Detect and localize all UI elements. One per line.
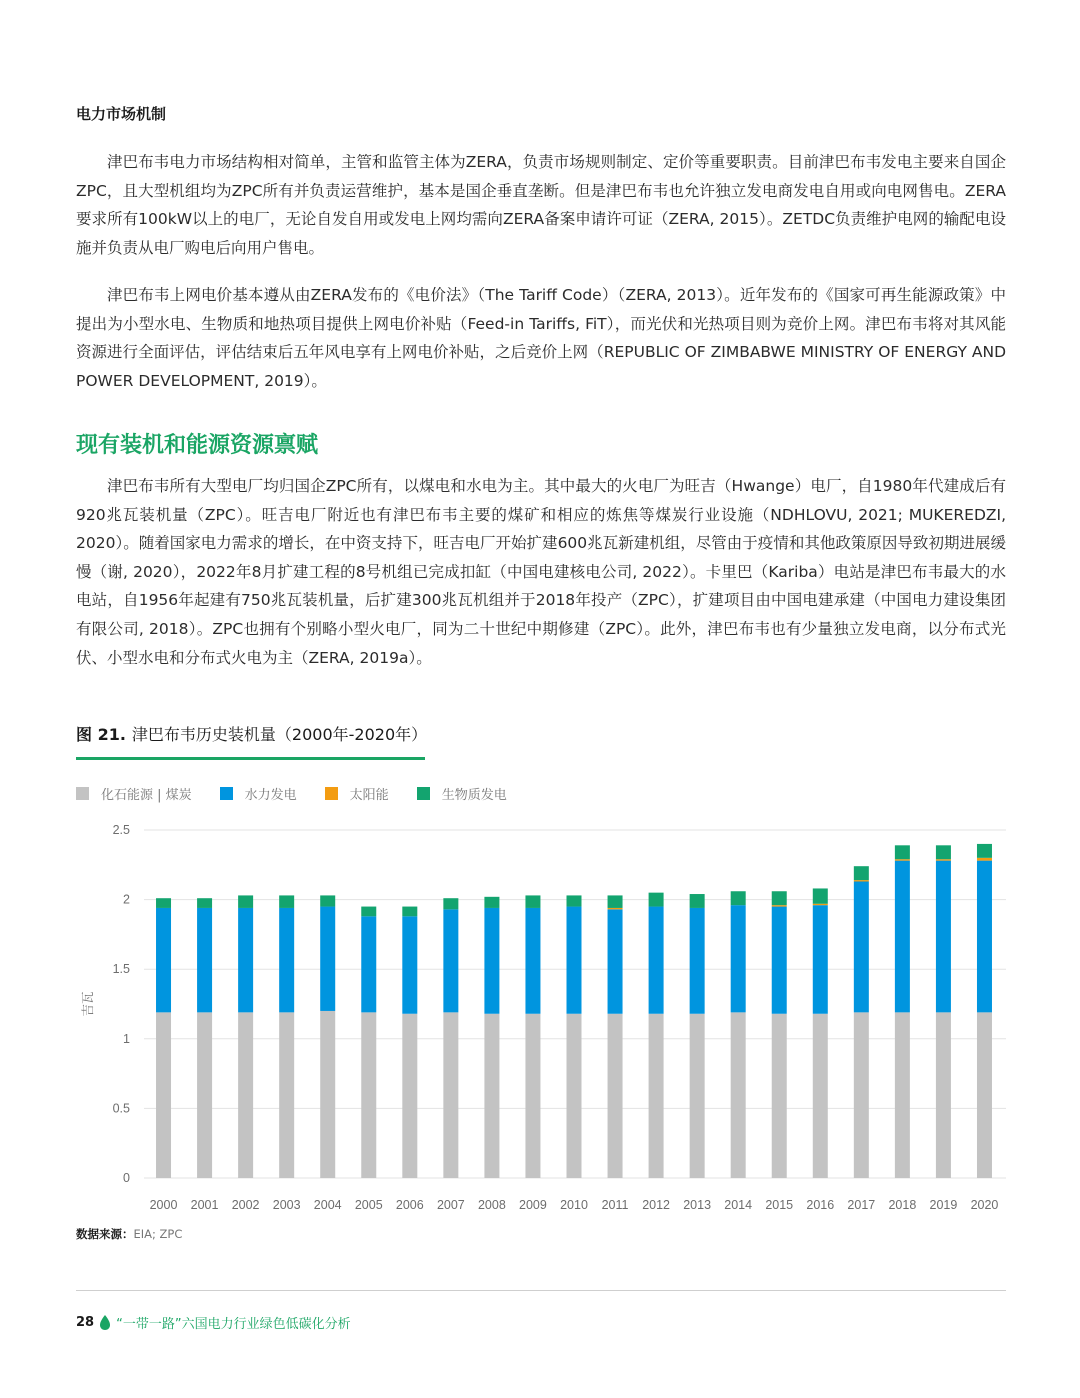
bar-segment: [813, 888, 828, 903]
bar-segment: [156, 1012, 171, 1178]
footer-title: “一带一路”六国电力行业绿色低碳化分析: [116, 1317, 351, 1332]
bar-segment: [484, 908, 499, 1014]
x-tick-label: 2019: [929, 1198, 958, 1212]
x-tick-label: 2016: [806, 1198, 835, 1212]
bar-segment: [977, 1012, 992, 1178]
bar-segment: [649, 1014, 664, 1178]
bar-segment: [731, 891, 746, 905]
legend-label: 水力发电: [244, 788, 297, 803]
x-tick-label: 2014: [724, 1198, 753, 1212]
x-tick-label: 2008: [477, 1198, 506, 1212]
bar-segment: [854, 880, 869, 881]
data-source: [76, 1226, 182, 1242]
page-number: 28: [76, 1315, 95, 1330]
x-tick-label: 2002: [231, 1198, 260, 1212]
bar-segment: [156, 908, 171, 1012]
bar-segment: [361, 1012, 376, 1178]
x-tick-label: 2007: [436, 1198, 465, 1212]
bar-segment: [197, 1012, 212, 1178]
bar-segment: [772, 905, 787, 906]
x-tick-label: 2018: [888, 1198, 917, 1212]
bar-segment: [690, 1014, 705, 1178]
x-tick-label: 2015: [765, 1198, 794, 1212]
bar-segment: [690, 894, 705, 908]
bar-segment: [238, 895, 253, 908]
bar-segment: [279, 1012, 294, 1178]
bar-segment: [772, 1014, 787, 1178]
source-text: EIA; ZPC: [133, 1227, 183, 1241]
bar-segment: [772, 907, 787, 1014]
paragraph-capacity: 津巴布韦所有大型电厂均归国企ZPC所有，以煤电和水电为主。其中最大的火电厂为旺吉（Hwange）电厂，自1980年代建成后有920兆瓦装机量（ZPC）。旺吉电厂附近也有津巴布韦主要的煤矿和相应的炼焦等煤炭行业设施（NDHLOVU, 2021; MUKEREDZI, 2020）。随着国家电力需求的增长，在中资支持下，旺吉电厂开始扩建600兆瓦新建机组，尽管由于疫情和其他政策原因导致初期进展缓慢（谢, 2020），2022年8月扩建工程的8号机组已完成扣缸（中国电建核电公司, 2022）。卡里巴（Kariba）电站是津巴布韦最大的水电站，自1956年起建有750兆瓦装机量，后扩建300兆瓦机组并于2018年投产（ZPC），扩建项目由中国电建承建（中国电力建设集团有限公司, 2018）。ZPC也拥有个别略小型火电厂，同为二十世纪中期修建（ZPC）。此外，津巴布韦也有少量独立发电商，以分布式光伏、小型水电和分布式火电为主（ZERA, 2019a）。: [76, 477, 1006, 667]
bar-segment: [361, 907, 376, 917]
bar-segment: [238, 908, 253, 1012]
y-tick-label: 1: [123, 1031, 130, 1046]
bar-segment: [895, 1012, 910, 1178]
bar-segment: [813, 1014, 828, 1178]
bar-segment: [402, 916, 417, 1013]
bar-segment: [608, 1014, 623, 1178]
bar-segment: [895, 845, 910, 859]
bar-segment: [525, 895, 540, 908]
figure-label: 图 21.: [76, 725, 126, 744]
legend-item: [220, 784, 297, 803]
bar-segment: [854, 882, 869, 1013]
bar-segment: [402, 907, 417, 917]
x-tick-label: 2012: [642, 1198, 671, 1212]
x-tick-label: 2011: [601, 1198, 629, 1212]
bar-segment: [279, 908, 294, 1012]
figure-title-underline: [76, 757, 425, 760]
legend-item: [325, 784, 389, 803]
y-tick-label: 0.5: [112, 1101, 130, 1116]
bar-segment: [977, 844, 992, 858]
bar-segment: [525, 908, 540, 1014]
bar-segment: [484, 897, 499, 908]
bar-segment: [443, 909, 458, 1012]
section-title-capacity: 现有装机和能源资源禀赋: [76, 433, 319, 458]
bar-segment: [649, 893, 664, 907]
x-tick-label: 2020: [970, 1198, 999, 1212]
x-tick-label: 2017: [847, 1198, 876, 1212]
bar-segment: [690, 908, 705, 1014]
x-tick-label: 2001: [190, 1198, 219, 1212]
bar-segment: [567, 907, 582, 1014]
y-axis-label: 吉瓦: [80, 991, 95, 1017]
x-tick-label: 2006: [395, 1198, 424, 1212]
stacked-bar-chart: [70, 815, 1020, 1220]
bar-segment: [443, 898, 458, 909]
figure-title: [76, 722, 427, 745]
x-tick-label: 2000: [149, 1198, 178, 1212]
bar-segment: [895, 859, 910, 860]
bar-segment: [854, 866, 869, 880]
bar-segment: [936, 845, 951, 859]
legend-swatch: [220, 787, 233, 800]
x-tick-label: 2013: [683, 1198, 712, 1212]
bar-segment: [320, 907, 335, 1011]
footer-divider: [76, 1290, 1006, 1291]
bar-segment: [936, 1012, 951, 1178]
paragraph-tariff: 津巴布韦上网电价基本遵从由ZERA发布的《电价法》（The Tariff Code）（ZERA, 2013）。近年发布的《国家可再生能源政策》中提出为小型水电、生物质和地热项目提供上网电价补贴（Feed-in Tariffs, FiT），而光伏和光热项目则为竞价上网。津巴布韦将对其风能资源进行全面评估，评估结束后五年风电享有上网电价补贴，之后竞价上网（REPUBLIC OF ZIMBABWE MINISTRY OF ENERGY AND POWER DEVELOPMENT, 2019）。: [76, 286, 1006, 390]
bar-segment: [320, 895, 335, 906]
bar-segment: [567, 1014, 582, 1178]
y-tick-label: 1.5: [112, 962, 130, 977]
bar-segment: [443, 1012, 458, 1178]
page-footer: [76, 1313, 351, 1332]
y-tick-label: 2: [123, 892, 130, 907]
bar-segment: [567, 895, 582, 906]
bar-segment: [731, 905, 746, 1012]
bar-segment: [608, 909, 623, 1013]
legend-item: [417, 784, 507, 803]
bar-segment: [197, 898, 212, 908]
bar-segment: [238, 1012, 253, 1178]
legend-label: 太阳能: [349, 788, 389, 803]
bar-segment: [895, 861, 910, 1013]
legend-swatch: [417, 787, 430, 800]
bar-segment: [813, 905, 828, 1014]
bar-segment: [156, 898, 171, 908]
x-tick-label: 2004: [313, 1198, 342, 1212]
bar-segment: [320, 1011, 335, 1178]
bar-segment: [608, 895, 623, 908]
legend-swatch: [76, 787, 89, 800]
figure-caption: 津巴布韦历史装机量（2000年-2020年）: [131, 725, 428, 744]
section-heading: 电力市场机制: [76, 105, 167, 123]
bar-segment: [197, 908, 212, 1012]
bar-segment: [813, 904, 828, 905]
source-label: 数据来源：: [76, 1227, 134, 1241]
legend-swatch: [325, 787, 338, 800]
bar-segment: [402, 1014, 417, 1178]
y-tick-label: 0: [123, 1171, 130, 1185]
bar-segment: [361, 916, 376, 1012]
bar-segment: [649, 907, 664, 1014]
x-tick-label: 2010: [560, 1198, 588, 1212]
bar-segment: [936, 861, 951, 1013]
bar-segment: [525, 1014, 540, 1178]
bar-segment: [772, 891, 787, 905]
y-tick-label: 2.5: [112, 823, 130, 837]
legend-label: 生物质发电: [441, 788, 507, 803]
bar-segment: [279, 895, 294, 908]
bar-segment: [608, 908, 623, 909]
leaf-icon: [100, 1315, 110, 1330]
bar-segment: [977, 861, 992, 1013]
bar-segment: [977, 858, 992, 861]
bar-segment: [936, 859, 951, 860]
bar-segment: [731, 1012, 746, 1178]
bar-segment: [484, 1014, 499, 1178]
x-tick-label: 2003: [272, 1198, 301, 1212]
x-tick-label: 2005: [354, 1198, 383, 1212]
x-tick-label: 2009: [519, 1198, 547, 1212]
chart-legend: [76, 784, 535, 803]
paragraph-market-structure: 津巴布韦电力市场结构相对简单，主管和监管主体为ZERA，负责市场规则制定、定价等重要职责。目前津巴布韦发电主要来自国企ZPC，且大型机组均为ZPC所有并负责运营维护，基本是国企垂直垄断。但是津巴布韦也允许独立发电商发电自用或向电网售电。ZERA要求所有100kW以上的电厂，无论自发自用或发电上网均需向ZERA备案申请许可证（ZERA, 2015）。ZETDC负责维护电网的输配电设施并负责从电厂购电后向用户售电。: [76, 153, 1006, 257]
bar-segment: [854, 1012, 869, 1178]
legend-label: 化石能源 | 煤炭: [101, 788, 192, 803]
legend-item: [76, 784, 192, 803]
